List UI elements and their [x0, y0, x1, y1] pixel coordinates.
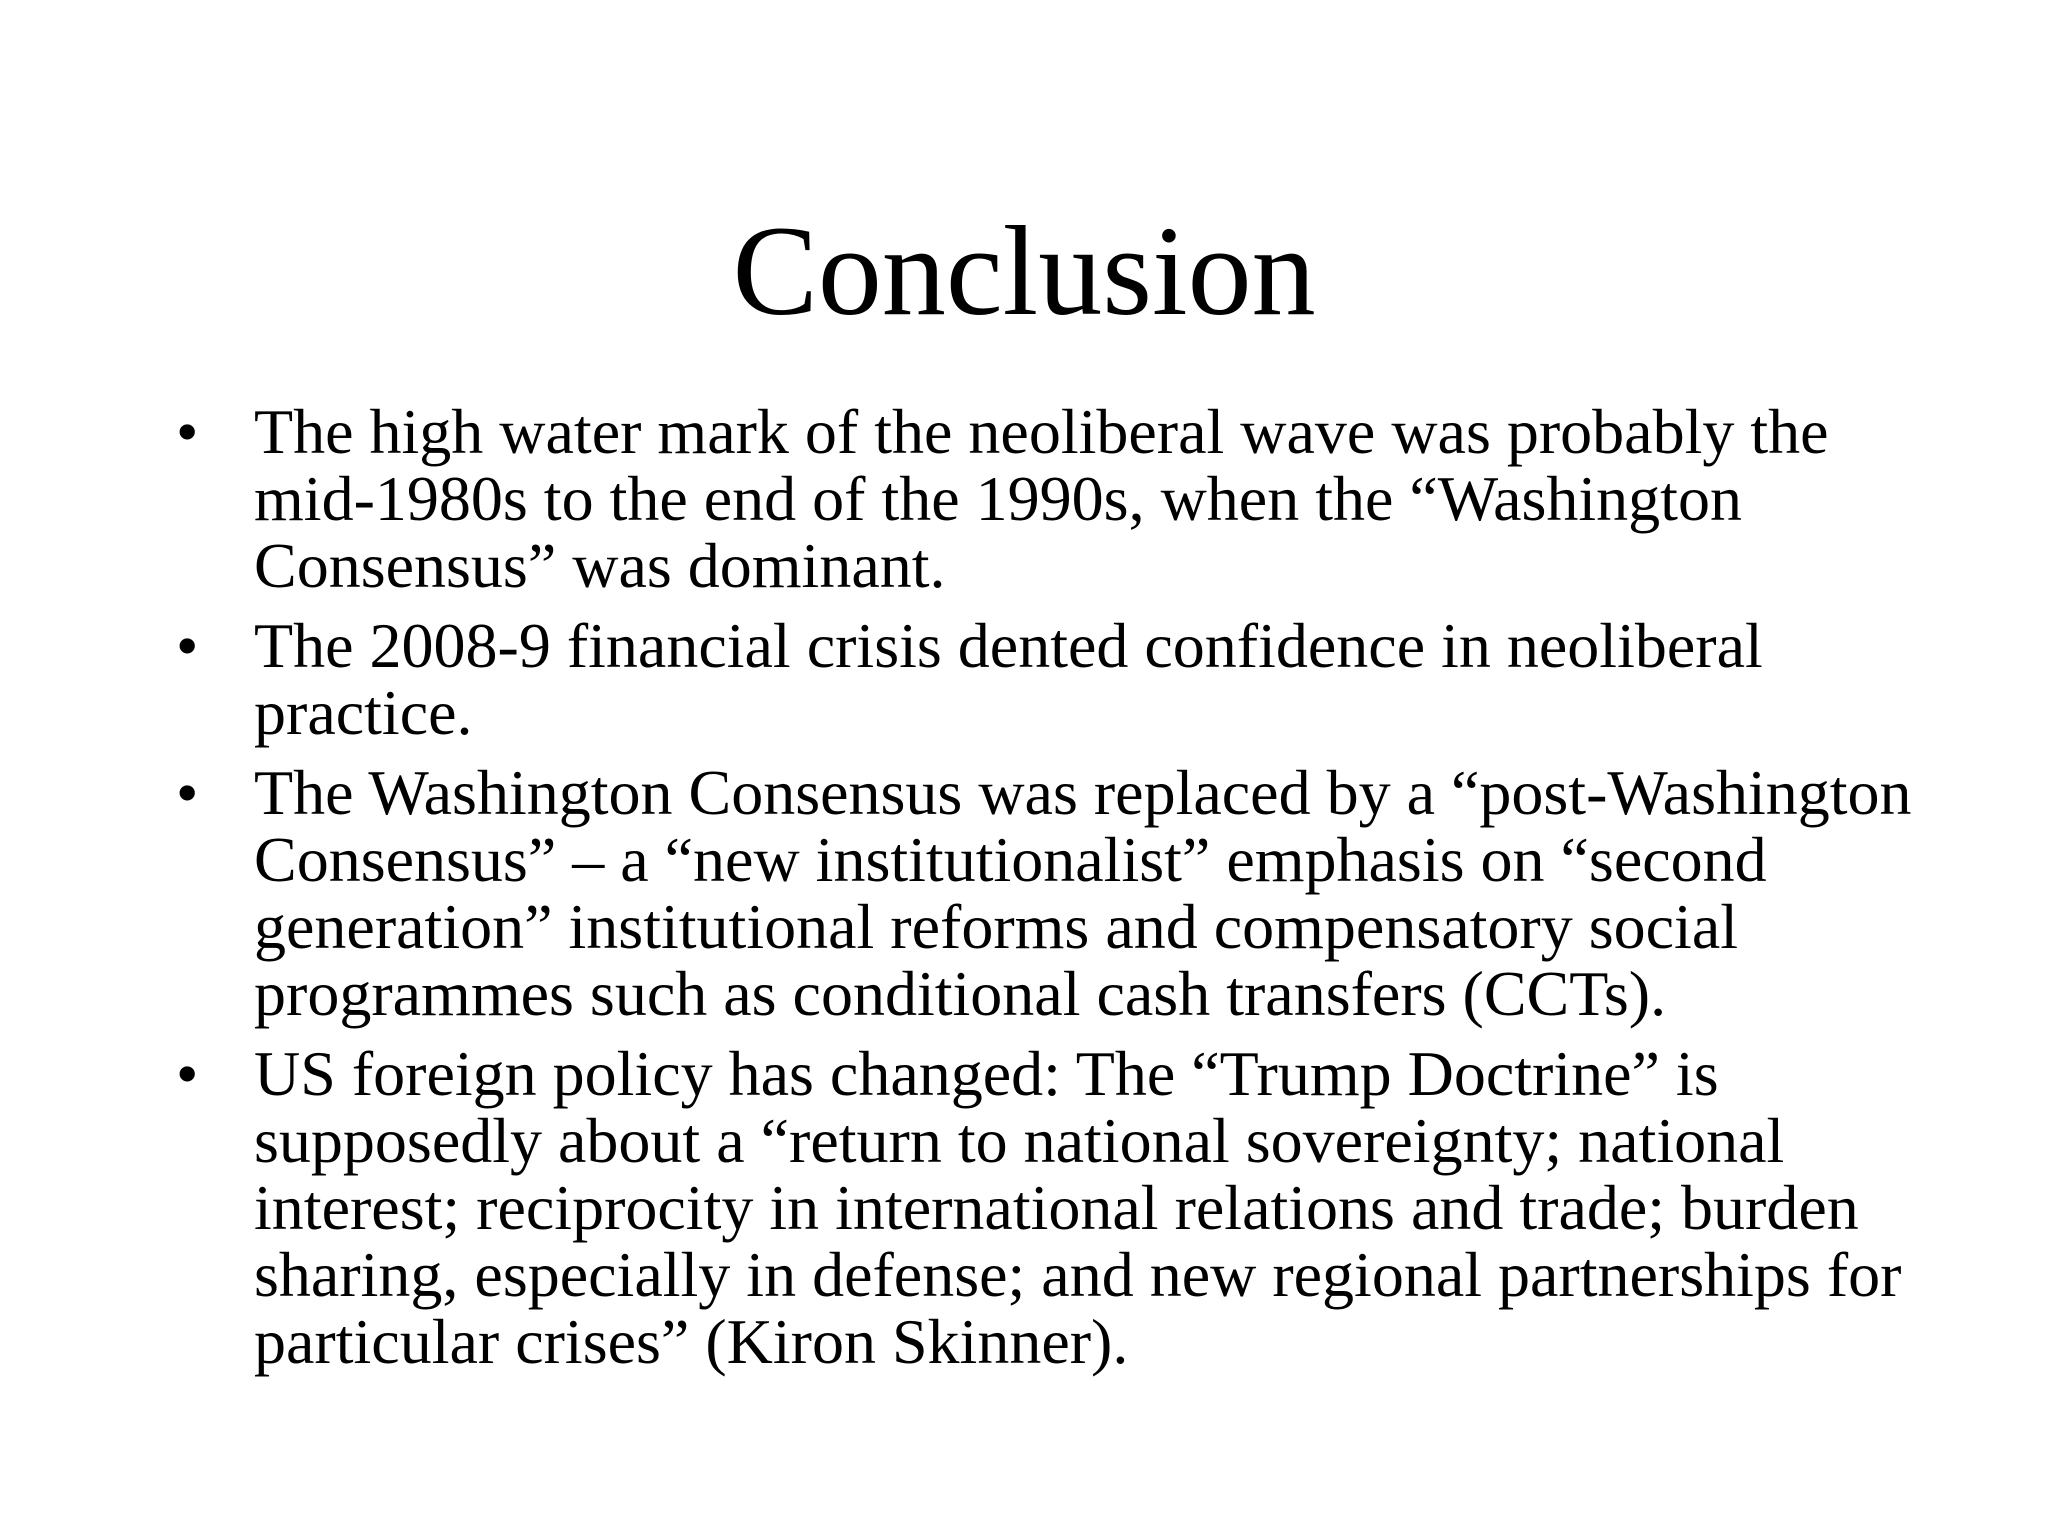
bullet-marker: •: [176, 610, 199, 681]
bullet-item: [176, 612, 1936, 746]
slide-title: Conclusion: [732, 200, 1316, 342]
bullet-text: The Washington Consensus was replaced by a “post-Washington Consensus” – a “new institutionalist” emphasis on “second generation” institutional reforms and compensatory social programmes such as conditional cash transfers (CCTs).: [254, 757, 1912, 1029]
bullet-item: [176, 398, 1936, 599]
bullet-text: The 2008-9 financial crisis dented confidence in neoliberal practice.: [254, 610, 1763, 748]
bullet-marker: •: [176, 757, 199, 828]
bullet-text: US foreign policy has changed: The “Trump Doctrine” is supposedly about a “return to national sovereignty; national interest; reciprocity in international relations and trade; burden sharing, especially in defense; and new regional partnerships for particular crises” (Kiron Skinner).: [254, 1038, 1902, 1377]
bullet-item: [176, 1040, 1936, 1375]
bullet-list: [176, 398, 1936, 1375]
bullet-marker: •: [176, 1038, 199, 1109]
bullet-text: The high water mark of the neoliberal wave was probably the mid-1980s to the end of the 1990s, when the “Washington Consensus” was dominant.: [254, 396, 1829, 601]
bullet-marker: •: [176, 396, 199, 467]
bullet-item: [176, 759, 1936, 1027]
